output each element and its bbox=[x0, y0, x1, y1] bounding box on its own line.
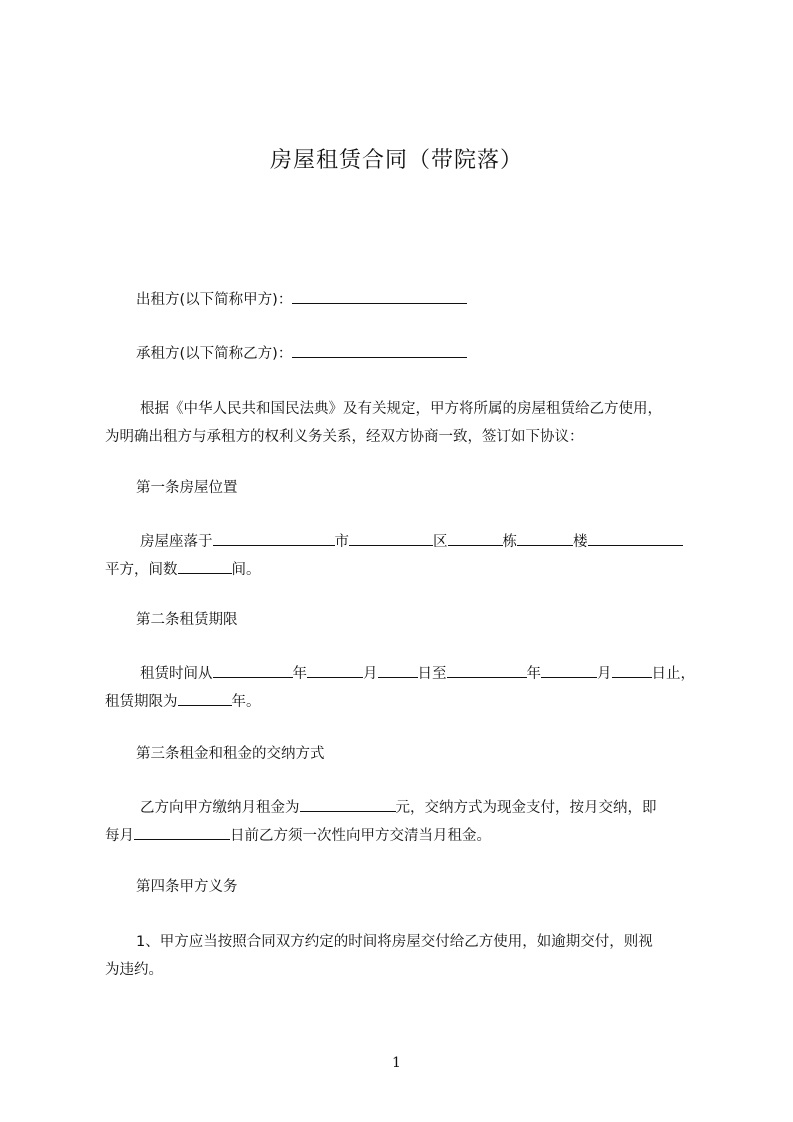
term-unit-label: 年。 bbox=[231, 694, 261, 710]
article4-heading: 第四条甲方义务 bbox=[136, 879, 238, 895]
page-number: 1 bbox=[392, 1055, 401, 1071]
start-day-label: 日至 bbox=[417, 666, 447, 682]
building-label: 栋 bbox=[502, 534, 517, 550]
article2-heading: 第二条租赁期限 bbox=[136, 612, 238, 628]
preamble-line-1: 根据《中华人民共和国民法典》及有关规定，甲方将所属的房屋租赁给乙方使用， bbox=[140, 401, 662, 417]
end-month-blank[interactable] bbox=[541, 663, 597, 678]
lessor-line bbox=[136, 286, 746, 314]
article1-line-1 bbox=[140, 528, 750, 556]
end-day-label: 日止， bbox=[651, 666, 695, 682]
end-month-label: 月 bbox=[597, 666, 612, 682]
building-blank[interactable] bbox=[448, 531, 503, 546]
start-year-blank[interactable] bbox=[213, 663, 293, 678]
document-title: 房屋租赁合同（带院落） bbox=[269, 148, 523, 173]
district-blank[interactable] bbox=[349, 531, 433, 546]
article4-item1-line-1: 1、甲方应当按照合同双方约定的时间将房屋交付给乙方使用，如逾期交付，则视 bbox=[136, 934, 653, 950]
rent-label: 乙方向甲方缴纳月租金为 bbox=[140, 800, 300, 816]
due-day-text: 日前乙方须一次性向甲方交清当月租金。 bbox=[230, 828, 491, 844]
article2-line-2 bbox=[105, 688, 715, 716]
article3-line-2 bbox=[105, 822, 715, 850]
lessee-blank[interactable] bbox=[292, 343, 467, 358]
rooms-label: 间。 bbox=[231, 562, 261, 578]
article2-prefix: 租赁时间从 bbox=[140, 666, 213, 682]
rent-payment-text: 元，交纳方式为现金支付，按月交纳，即 bbox=[395, 800, 657, 816]
preamble-line-2: 为明确出租方与承租方的权利义务关系，经双方协商一致，签订如下协议： bbox=[105, 429, 584, 445]
due-day-blank[interactable] bbox=[134, 825, 230, 840]
end-day-blank[interactable] bbox=[612, 663, 652, 678]
lessor-label: 出租方(以下简称甲方)： bbox=[136, 292, 293, 308]
lessee-label: 承租方(以下简称乙方)： bbox=[136, 346, 293, 362]
rooms-blank[interactable] bbox=[178, 559, 232, 574]
floor-blank[interactable] bbox=[517, 531, 573, 546]
article4-item1-line-2: 为违约。 bbox=[105, 962, 163, 978]
district-label: 区 bbox=[433, 534, 448, 550]
start-day-blank[interactable] bbox=[378, 663, 418, 678]
article3-line-1 bbox=[140, 794, 750, 822]
article1-line-2 bbox=[105, 556, 715, 584]
area-blank[interactable] bbox=[588, 531, 683, 546]
end-year-label: 年 bbox=[526, 666, 541, 682]
article3-heading: 第三条租金和租金的交纳方式 bbox=[136, 746, 325, 762]
end-year-blank[interactable] bbox=[447, 663, 527, 678]
article2-line-1 bbox=[140, 660, 750, 688]
city-label: 市 bbox=[334, 534, 349, 550]
start-month-blank[interactable] bbox=[307, 663, 363, 678]
floor-label: 楼 bbox=[573, 534, 588, 550]
term-blank[interactable] bbox=[178, 691, 232, 706]
city-blank[interactable] bbox=[213, 531, 335, 546]
area-label: 平方，间数 bbox=[105, 562, 178, 578]
article1-heading: 第一条房屋位置 bbox=[136, 480, 238, 496]
article1-prefix: 房屋座落于 bbox=[140, 534, 213, 550]
due-day-label: 每月 bbox=[105, 828, 134, 844]
lessee-line bbox=[136, 340, 746, 368]
start-year-label: 年 bbox=[292, 666, 307, 682]
lessor-blank[interactable] bbox=[292, 289, 467, 304]
term-label: 租赁期限为 bbox=[105, 694, 178, 710]
rent-blank[interactable] bbox=[300, 797, 396, 812]
start-month-label: 月 bbox=[363, 666, 378, 682]
